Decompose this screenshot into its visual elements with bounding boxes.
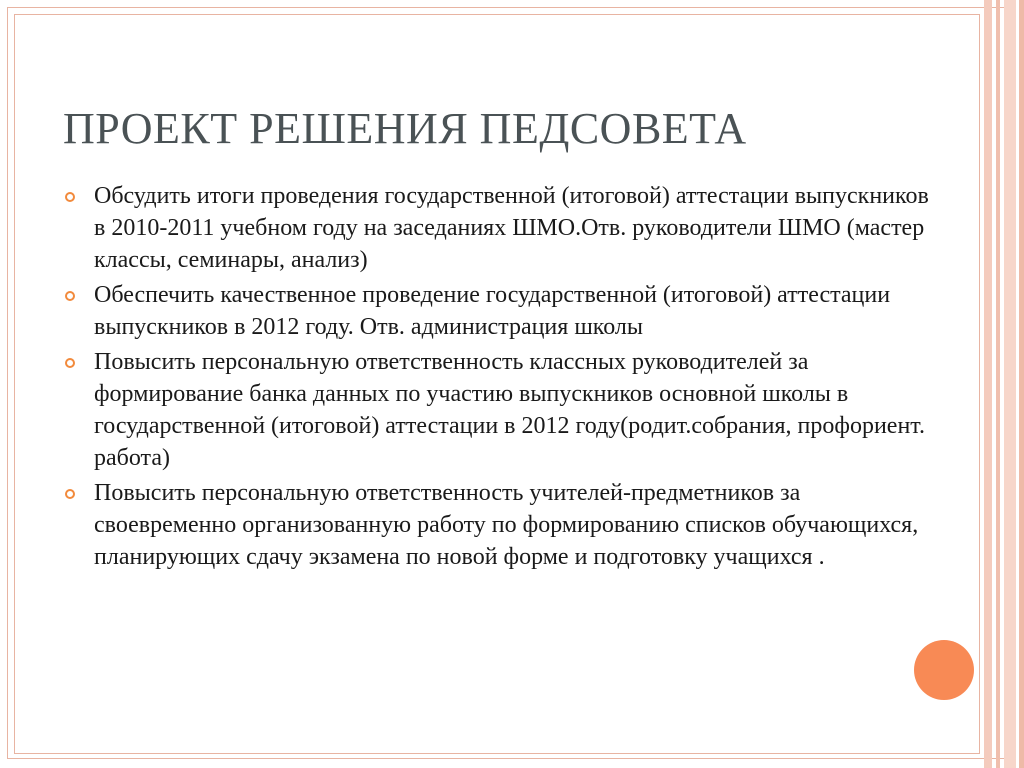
slide-title: ПРОЕКТ РЕШЕНИЯ ПЕДСОВЕТА bbox=[63, 104, 747, 153]
bullet-text: Повысить персональную ответственность учителей-предметников за своевременно организованную работу по формированию списков обучающихся, планирующих сдачу экзамена по новой форме и подготовку учащихся . bbox=[94, 480, 919, 570]
bullet-item bbox=[62, 346, 942, 474]
bullet-list bbox=[62, 180, 942, 576]
bullet-text: Обеспечить качественное проведение государственной (итоговой) аттестации выпускников в 2012 году. Отв. администрация школы bbox=[94, 282, 891, 340]
side-bar-decoration bbox=[996, 0, 1000, 768]
side-bar-decoration bbox=[1004, 0, 1016, 768]
orange-circle-decoration bbox=[914, 640, 974, 700]
bullet-text: Повысить персональную ответственность классных руководителей за формирование банка данных по участию выпускников основной школы в государственной (итоговой) аттестации в 2012 году(родит.собрания, профориент. работа) bbox=[94, 349, 925, 471]
ring-bullet-icon bbox=[65, 489, 75, 499]
side-bar-decoration bbox=[1019, 0, 1024, 768]
bullet-item bbox=[62, 477, 942, 573]
bullet-item bbox=[62, 279, 942, 343]
bullet-item bbox=[62, 180, 942, 276]
ring-bullet-icon bbox=[65, 358, 75, 368]
ring-bullet-icon bbox=[65, 192, 75, 202]
ring-bullet-icon bbox=[65, 291, 75, 301]
side-bar-decoration bbox=[984, 0, 992, 768]
bullet-text: Обсудить итоги проведения государственной (итоговой) аттестации выпускников в 2010-2011 учебном году на заседаниях ШМО.Отв. руководители ШМО (мастер классы, семинары, анализ) bbox=[94, 183, 929, 273]
